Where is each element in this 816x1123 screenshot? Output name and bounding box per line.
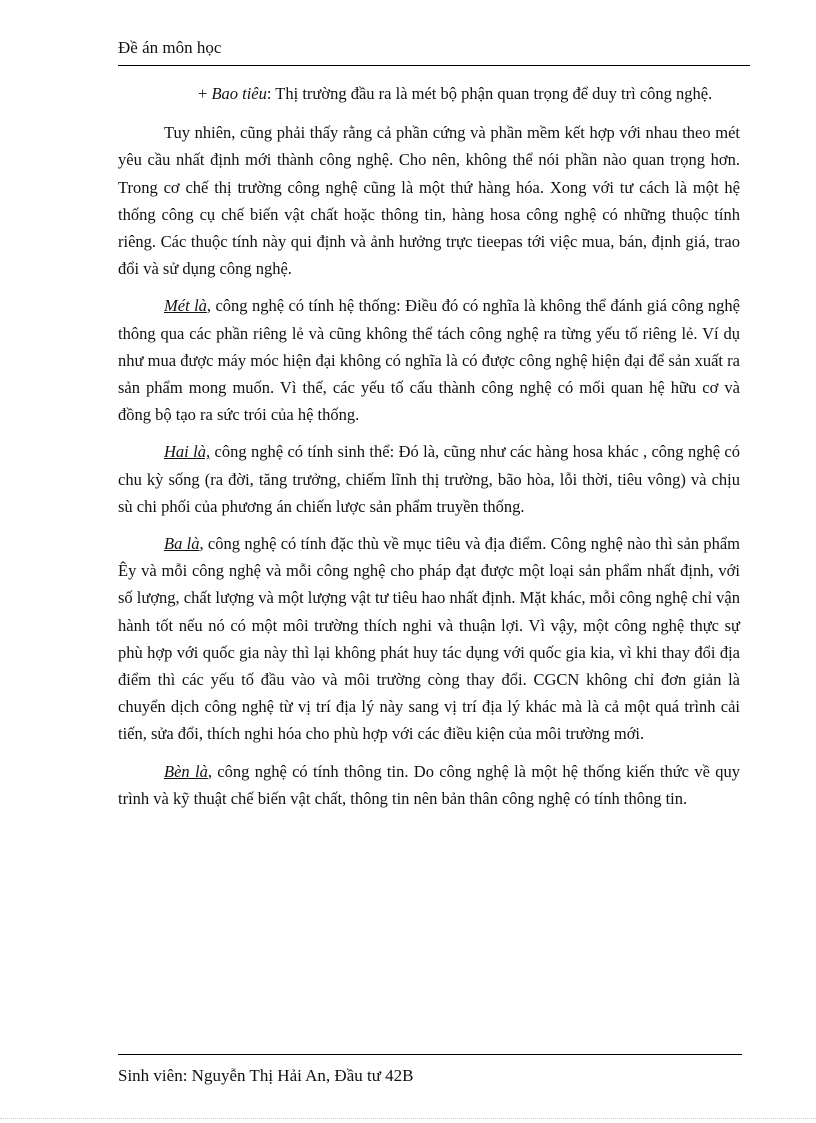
paragraph-text: , công nghệ có tính hệ thống: Điều đó có nghĩa là không thể đánh giá công nghệ thông qua các phần riêng lẻ và cũng không thể tách công nghệ ra từng yếu tố riêng lẻ. Ví dụ như mua được máy móc hiện đại không có nghĩa là có được công nghệ hiện đại để sản xuất ra sản phẩm mong muốn. Vì thế, các yếu tố cấu thành công nghệ có mối quan hệ hữu cơ và đồng bộ tạo ra sức trói của hệ thống.: [118, 296, 740, 425]
page-bottom-edge: [0, 1118, 816, 1119]
paragraph-ben-la: [118, 758, 740, 812]
page-header-title: Đề án môn học: [118, 38, 222, 57]
lead-term: Hai là,: [164, 442, 211, 462]
paragraph-met-la: [118, 292, 740, 428]
footer-divider: [118, 1054, 742, 1055]
paragraph-text: công nghệ có tính sinh thể: Đó là, cũng như các hàng hosa khác , công nghệ có chu kỳ sống (ra đời, tăng trưởng, chiếm lĩnh thị trường, bão hòa, lỗi thời, tiêu vông) và chịu sù chi phối của phương án chiến lược sản phẩm truyền thống.: [118, 442, 740, 516]
paragraph-bao-tieu: [118, 80, 740, 107]
paragraph-text: , công nghệ có tính thông tin. Do công nghệ là một hệ thống kiến thức về quy trình và kỹ thuật chế biến vật chất, thông tin nên bản thân công nghệ có tính thông tin.: [118, 761, 740, 808]
paragraph-hai-la: [118, 438, 740, 520]
paragraph-text: , công nghệ có tính đặc thù về mục tiêu và địa điểm. Công nghệ nào thì sản phẩm Êy và mỗi công nghệ và mỗi công nghệ cho pháp đạt được một loại sản phẩm nhất định, với số lượng, chất lượng và một lượng vật tư tiêu hao nhất định. Mặt khác, mỗi công nghệ chỉ vận hành tốt nếu nó có một môi trường thích nghi và thuận lợi. Vì vậy, một công nghệ thực sự phù hợp với quốc gia này thì lại không phát huy tác dụng với quốc gia kia, vì khi thay đổi địa điểm thì các yếu tố đầu vào và môi trường còng thay đổi. CGCN không chỉ đơn giản là chuyển dịch công nghệ từ vị trí địa lý này sang vị trí địa lý khác mà là cả một quá trình cải tiến, sửa đổi, thích nghi hóa cho phù hợp với các điều kiện của môi trường mới.: [118, 534, 740, 744]
lead-term: Mét là: [164, 296, 207, 316]
lead-term: Bao tiêu: [211, 84, 267, 103]
lead-term: Ba là: [164, 534, 200, 554]
lead-term: Bèn là: [164, 761, 208, 781]
paragraph-text: : Thị trường đầu ra là mét bộ phận quan trọng để duy trì công nghệ.: [266, 84, 713, 103]
document-body: [118, 80, 740, 822]
paragraph-ba-la: [118, 530, 740, 748]
plus-marker: +: [198, 84, 208, 103]
paragraph-text: Tuy nhiên, cũng phải thấy rằng cả phần cứng và phần mềm kết hợp với nhau theo mét yêu cầu nhất định mới thành công nghệ. Cho nên, không thể nói phần nào quan trọng hơn. Trong cơ chế thị trường công nghệ cũng là một thứ hàng hóa. Xong với tư cách là một hệ thống công cụ chế biến vật chất hoặc thông tin, hàng hosa công nghệ có những thuộc tính riêng. Các thuộc tính này qui định và ảnh hưởng trực tieepas tới việc mua, bán, định giá, trao đổi và sử dụng công nghệ.: [118, 123, 740, 279]
header-divider: [118, 65, 750, 66]
page-footer-text: Sinh viên: Nguyễn Thị Hải An, Đầu tư 42B: [118, 1066, 414, 1085]
paragraph-intro: [118, 119, 740, 282]
